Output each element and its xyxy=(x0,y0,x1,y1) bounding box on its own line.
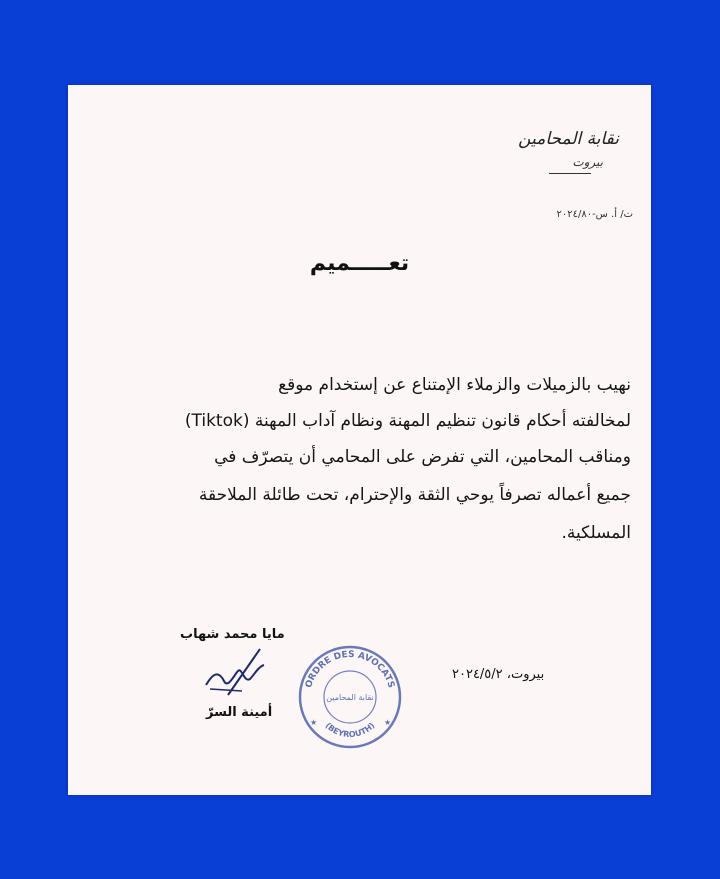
signer-title: أمينة السرّ xyxy=(206,705,273,720)
svg-text:نقابة المحامين: نقابة المحامين xyxy=(326,693,374,702)
circular-document xyxy=(68,85,651,795)
letterhead-name: نقابة المحامين xyxy=(518,129,619,149)
body-line-4: جميع أعماله تصرفاً يوحي الثقة والإحترام، تحت طائلة الملاحقة xyxy=(198,485,631,505)
body-line-1: نهيب بالزميلات والزملاء الإمتناع عن إستخدام موقع xyxy=(278,375,631,395)
reference-number: ت/ أ. س-٢٠٢٤/٨٠ xyxy=(556,209,633,220)
signer-name: مايا محمد شهاب xyxy=(180,627,285,642)
place-and-date: بيروت، ٢٠٢٤/٥/٢ xyxy=(452,667,545,682)
letterhead-underline xyxy=(549,173,591,174)
svg-text:(BEYROUTH): (BEYROUTH) xyxy=(323,720,377,740)
body-line-3: ومناقب المحامين، التي تفرض على المحامي أن يتصرّف في xyxy=(214,447,631,467)
body-line-5: المسلكية. xyxy=(561,523,631,543)
svg-text:★: ★ xyxy=(384,718,392,727)
svg-text:★: ★ xyxy=(310,718,318,727)
svg-text:ORDRE DES AVOCATS: ORDRE DES AVOCATS xyxy=(304,649,396,690)
body-line-2: (Tiktok) لمخالفته أحكام قانون تنظيم المهنة ونظام آداب المهنة xyxy=(184,411,631,431)
handwritten-signature xyxy=(198,645,278,701)
bar-association-stamp xyxy=(296,643,404,751)
letterhead-city: بيروت xyxy=(572,155,603,169)
document-title: تعـــــميم xyxy=(309,251,410,276)
